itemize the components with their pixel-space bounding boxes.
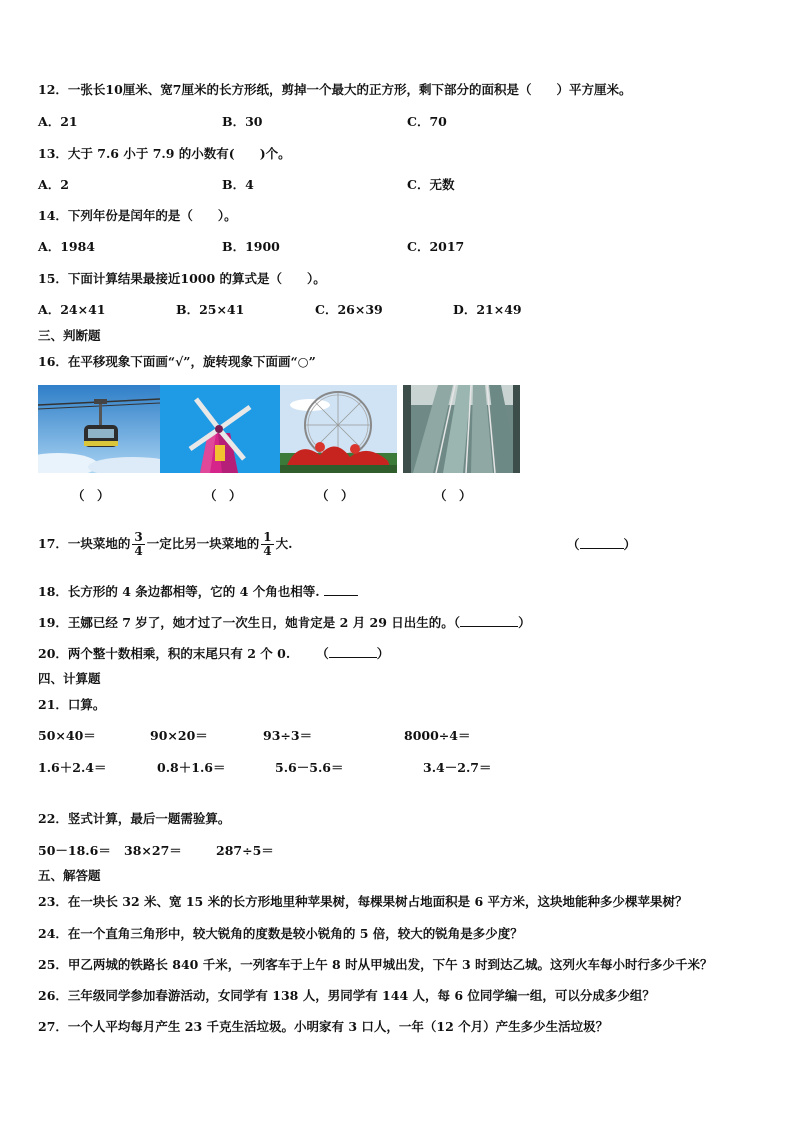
- oral-calc-item: 90×20＝: [150, 728, 208, 743]
- q17-answer-blank[interactable]: [567, 536, 636, 553]
- q16-blank-1[interactable]: （ ）: [72, 488, 110, 503]
- q13-option-b: B．4: [222, 177, 254, 192]
- answer-underline[interactable]: [580, 536, 624, 549]
- q15-option-b: B．25×41: [176, 302, 245, 317]
- bracket-right: ）: [623, 537, 637, 552]
- fraction-numerator: 1: [263, 530, 272, 544]
- question-13-stem: 13．大于 7.6 小于 7.9 的小数有( )个。: [38, 146, 291, 161]
- section-5-title: 五、解答题: [38, 868, 101, 883]
- question-20: [38, 645, 389, 662]
- oral-calc-item: 1.6＋2.4＝: [38, 760, 107, 775]
- q17-text-mid: 一定比另一块菜地的: [146, 536, 260, 551]
- oral-calc-item: 93÷3＝: [263, 728, 313, 743]
- q20-text: 20．两个整十数相乘，积的末尾只有 2 个 0.: [38, 646, 291, 661]
- q12-option-c: C．70: [407, 114, 447, 129]
- ferris-wheel-picture: [280, 385, 397, 473]
- question-21-stem: 21．口算。: [38, 697, 106, 712]
- question-16-stem: 16．在平移现象下面画“√”，旋转现象下面画“○”: [38, 354, 316, 369]
- vertical-calc-item: 50－18.6＝: [38, 843, 111, 858]
- question-25: 25．甲乙两城的铁路长 840 千米，一列客车于上午 8 时从甲城出发，下午 3 时到达乙城。这列火车每小时行多少千米？: [38, 957, 713, 972]
- fraction-one-quarter: [261, 531, 273, 558]
- q17-text-post: 大.: [275, 536, 293, 551]
- fraction-denominator: 4: [263, 544, 272, 558]
- question-26: 26．三年级同学参加春游活动，女同学有 138 人，男同学有 144 人，每 6 位同学编一组，可以分成多少组？: [38, 988, 655, 1003]
- q18-answer-underline[interactable]: [324, 583, 358, 596]
- bracket-left: （: [567, 537, 580, 552]
- question-24: 24．在一个直角三角形中，较大锐角的度数是较小锐角的 5 倍，较大的锐角是多少度？: [38, 926, 523, 941]
- q13-option-c: C．无数: [407, 177, 455, 192]
- vertical-calc-item: 287÷5＝: [216, 843, 274, 858]
- question-15-stem: 15．下面计算结果最接近1000 的算式是（ ）。: [38, 271, 326, 286]
- oral-calc-item: 8000÷4＝: [404, 728, 471, 743]
- oral-calc-item: 50×40＝: [38, 728, 96, 743]
- fraction-three-quarters: [132, 531, 144, 558]
- section-3-title: 三、判断题: [38, 328, 101, 343]
- escalator-picture: [403, 385, 520, 473]
- q16-blank-3[interactable]: （ ）: [316, 488, 354, 503]
- q13-option-a: A．2: [38, 177, 69, 192]
- question-23: 23．在一块长 32 米、宽 15 米的长方形地里种苹果树，每棵果树占地面积是 6 平方米，这块地能种多少棵苹果树？: [38, 894, 688, 909]
- question-22-stem: 22．竖式计算，最后一题需验算。: [38, 811, 231, 826]
- oral-calc-item: 0.8＋1.6＝: [157, 760, 226, 775]
- q19-text: 19．王娜已经 7 岁了，她才过了一次生日，她肯定是 2 月 29 日出生的。（: [38, 615, 461, 630]
- q14-option-b: B．1900: [222, 239, 280, 254]
- q20-answer-underline[interactable]: [329, 645, 377, 658]
- bracket-right: ）: [376, 646, 390, 661]
- question-14-stem: 14．下列年份是闰年的是（ ）。: [38, 208, 237, 223]
- section-4-title: 四、计算题: [38, 671, 101, 686]
- q16-blank-4[interactable]: （ ）: [434, 488, 472, 503]
- q15-option-c: C．26×39: [315, 302, 383, 317]
- fraction-denominator: 4: [134, 544, 143, 558]
- question-12-stem: 12．一张长10厘米、宽7厘米的长方形纸，剪掉一个最大的正方形，剩下部分的面积是（ ）平方厘米。: [38, 82, 632, 97]
- q15-option-a: A．24×41: [38, 302, 106, 317]
- q14-option-c: C．2017: [407, 239, 465, 254]
- q18-text: 18．长方形的 4 条边都相等，它的 4 个角也相等.: [38, 584, 320, 599]
- question-18: [38, 583, 358, 600]
- bracket-left: （: [316, 646, 329, 661]
- question-17: [38, 524, 293, 564]
- vertical-calc-item: 38×27＝: [124, 843, 182, 858]
- q12-option-a: A．21: [38, 114, 78, 129]
- q14-option-a: A．1984: [38, 239, 95, 254]
- windmill-picture: [160, 385, 280, 473]
- q12-option-b: B．30: [222, 114, 263, 129]
- oral-calc-item: 3.4－2.7＝: [423, 760, 492, 775]
- q15-option-d: D．21×49: [453, 302, 522, 317]
- cable-car-picture: [38, 385, 160, 473]
- q16-blank-2[interactable]: （ ）: [204, 488, 242, 503]
- question-27: 27．一个人平均每月产生 23 千克生活垃圾。小明家有 3 口人，一年（12 个月）产生多少生活垃圾？: [38, 1019, 609, 1034]
- oral-calc-item: 5.6－5.6＝: [275, 760, 344, 775]
- question-19: [38, 614, 531, 631]
- bracket-right: ）: [518, 615, 531, 630]
- q19-answer-underline[interactable]: [460, 614, 518, 627]
- fraction-numerator: 3: [134, 530, 143, 544]
- q17-text-pre: 17．一块菜地的: [38, 536, 131, 551]
